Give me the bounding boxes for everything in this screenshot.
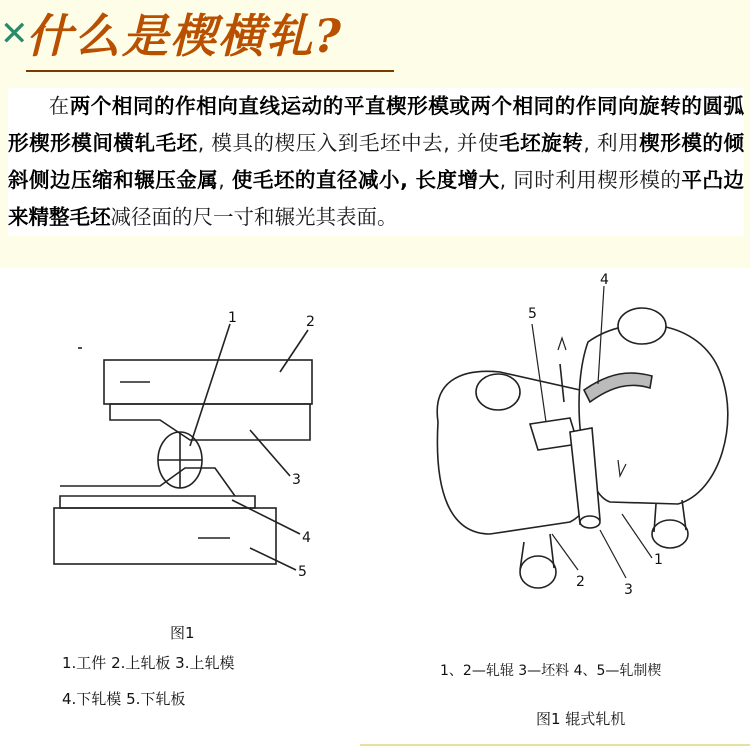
figure1-caption: 图1 bbox=[170, 624, 195, 642]
right-roll-top-boss bbox=[618, 308, 666, 344]
callout-4b: 4 bbox=[600, 272, 609, 288]
slide-title: 什么是楔横轧? bbox=[26, 9, 343, 63]
lower-die-wedge bbox=[60, 468, 235, 496]
callout-2b: 2 bbox=[576, 574, 585, 590]
billet-end bbox=[580, 516, 600, 528]
roll-type-rolling-mill-diagram bbox=[420, 272, 740, 602]
rotation-arrow-up bbox=[558, 338, 566, 350]
figure2-legend: 1、2—轧辊 3—坯料 4、5—轧制楔 bbox=[440, 663, 662, 679]
callout-1: 1 bbox=[228, 310, 237, 326]
leader-2b bbox=[552, 534, 578, 570]
title-bar bbox=[0, 0, 750, 74]
leader-3 bbox=[250, 430, 290, 476]
para-seg: 在 bbox=[48, 94, 70, 118]
para-seg-bold: 平凸边来精整毛坯 bbox=[8, 168, 744, 229]
para-seg: , 模具的楔压入到毛坯中去, 并使 bbox=[197, 131, 500, 155]
definition-paragraph bbox=[8, 88, 744, 236]
figure2-caption: 图1 辊式轧机 bbox=[536, 710, 626, 728]
callout-4: 4 bbox=[302, 530, 311, 546]
callout-3: 3 bbox=[292, 472, 301, 488]
leader-1b bbox=[622, 514, 652, 558]
left-roll-shaft-end bbox=[520, 556, 556, 588]
bullet-marker-icon: ✕ bbox=[0, 14, 29, 54]
upper-die bbox=[110, 404, 310, 440]
para-seg: , 利用 bbox=[583, 131, 640, 155]
footer-rule bbox=[360, 744, 750, 746]
figure-area bbox=[0, 268, 750, 750]
callout-5b: 5 bbox=[528, 306, 537, 322]
callout-3b: 3 bbox=[624, 582, 633, 598]
para-seg-bold: 毛坯旋转 bbox=[499, 131, 584, 155]
lower-plate bbox=[54, 508, 276, 564]
title-underline bbox=[26, 70, 394, 72]
left-roll-top-boss bbox=[476, 374, 520, 410]
lower-die bbox=[60, 496, 255, 508]
para-seg: , 同时利用楔形模的 bbox=[499, 168, 682, 192]
leader-5 bbox=[250, 548, 296, 570]
right-roll-shaft-end bbox=[652, 520, 688, 548]
leader-4 bbox=[232, 500, 300, 534]
right-roll bbox=[579, 325, 728, 504]
flat-wedge-rolling-diagram bbox=[40, 308, 340, 578]
callout-5: 5 bbox=[298, 564, 307, 578]
para-seg-bold: 两个相同的作相向直线运动的平直楔形模或两个相同的作同向旋转的圆弧形楔形模间横轧毛坯 bbox=[8, 94, 745, 155]
figure1-legend-line1: 1.工件 2.上轧板 3.上轧模 bbox=[62, 654, 235, 672]
para-seg-bold: 楔形模的倾斜侧边压缩和辗压金属 bbox=[8, 131, 745, 192]
para-seg-bold: 使毛坯的直径减小, 长度增大 bbox=[231, 168, 500, 192]
para-seg: , bbox=[218, 168, 232, 192]
figure1-legend-line2: 4.下轧模 5.下轧板 bbox=[62, 690, 186, 708]
callout-2: 2 bbox=[306, 314, 315, 330]
para-seg: 减径面的尺一寸和辗光其表面。 bbox=[110, 205, 398, 229]
leader-1 bbox=[190, 324, 230, 446]
leader-2 bbox=[280, 330, 308, 372]
leader-3b bbox=[600, 530, 626, 578]
callout-1b: 1 bbox=[654, 552, 663, 568]
